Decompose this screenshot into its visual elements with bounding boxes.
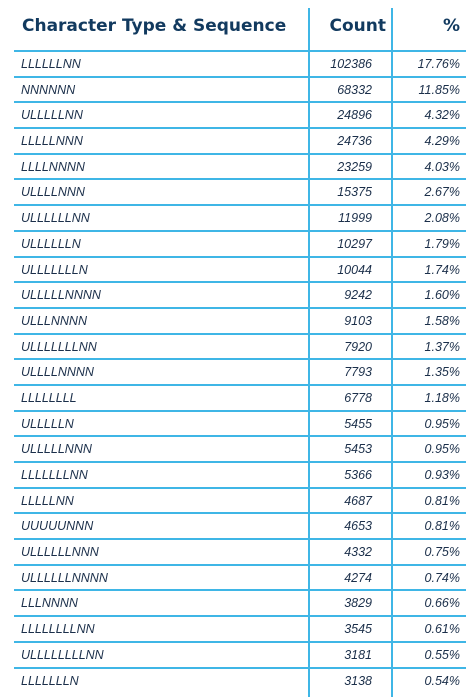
cell-count: 4332 bbox=[344, 545, 372, 560]
cell-percent: 11.85% bbox=[418, 82, 460, 97]
cell-count: 9242 bbox=[344, 288, 372, 303]
table-row bbox=[14, 204, 466, 230]
table-row bbox=[14, 101, 466, 127]
cell-percent: 0.93% bbox=[424, 468, 460, 482]
cell-percent: 0.95% bbox=[424, 416, 460, 431]
table-body bbox=[0, 50, 474, 692]
table-row bbox=[14, 641, 466, 667]
cell-sequence: ULLLLLLNNN bbox=[21, 545, 99, 560]
cell-sequence: LLLLLLLNN bbox=[21, 468, 88, 482]
cell-count: 5455 bbox=[344, 416, 372, 431]
cell-percent: 4.29% bbox=[424, 134, 460, 149]
table-row bbox=[14, 512, 466, 538]
table-row bbox=[14, 538, 466, 564]
table-row bbox=[14, 230, 466, 256]
cell-sequence: ULLLLLN bbox=[21, 416, 74, 431]
cell-count: 7793 bbox=[344, 365, 372, 380]
cell-percent: 1.74% bbox=[424, 262, 460, 277]
table-row bbox=[14, 50, 466, 76]
table-row bbox=[14, 358, 466, 384]
table-row bbox=[14, 435, 466, 461]
cell-percent: 1.37% bbox=[424, 339, 460, 354]
cell-percent: 1.79% bbox=[424, 236, 460, 251]
cell-count: 102386 bbox=[330, 57, 372, 71]
cell-sequence: ULLLLLLNNNN bbox=[21, 570, 108, 585]
cell-count: 7920 bbox=[344, 339, 372, 354]
cell-count: 4274 bbox=[344, 570, 372, 585]
cell-count: 11999 bbox=[338, 211, 372, 226]
cell-sequence: ULLLLLLNN bbox=[21, 211, 90, 226]
cell-count: 3545 bbox=[344, 622, 372, 637]
cell-percent: 0.74% bbox=[424, 570, 460, 585]
table-row bbox=[14, 615, 466, 641]
cell-count: 5366 bbox=[344, 468, 372, 482]
cell-count: 4687 bbox=[344, 493, 372, 508]
cell-percent: 2.67% bbox=[424, 185, 460, 200]
cell-percent: 2.08% bbox=[424, 211, 460, 226]
cell-percent: 0.81% bbox=[424, 519, 460, 534]
table-row bbox=[14, 667, 466, 693]
table-row bbox=[14, 333, 466, 359]
cell-sequence: LLLNNNN bbox=[21, 596, 78, 611]
cell-count: 3829 bbox=[344, 596, 372, 611]
cell-count: 23259 bbox=[337, 159, 372, 174]
cell-sequence: LLLLLNNN bbox=[21, 134, 83, 149]
cell-count: 9103 bbox=[344, 313, 372, 328]
cell-count: 68332 bbox=[337, 82, 372, 97]
cell-percent: 0.61% bbox=[424, 622, 460, 637]
cell-sequence: ULLLLLNN bbox=[21, 108, 83, 123]
cell-count: 24736 bbox=[337, 134, 372, 149]
table-row bbox=[14, 153, 466, 179]
table-row bbox=[14, 589, 466, 615]
cell-count: 15375 bbox=[337, 185, 372, 200]
table-row bbox=[14, 564, 466, 590]
table-row bbox=[14, 384, 466, 410]
cell-sequence: LLLLLLLL bbox=[21, 390, 77, 405]
cell-sequence: ULLLLLLLN bbox=[21, 262, 88, 277]
cell-percent: 17.76% bbox=[417, 57, 460, 71]
cell-sequence: LLLLLLNN bbox=[21, 57, 81, 71]
cell-sequence: ULLLLLLN bbox=[21, 236, 81, 251]
header-percent: % bbox=[442, 16, 460, 36]
cell-count: 6778 bbox=[344, 390, 372, 405]
table-header bbox=[0, 0, 474, 50]
cell-count: 3138 bbox=[344, 673, 372, 688]
cell-sequence: ULLLLLNNN bbox=[21, 442, 92, 457]
cell-percent: 0.75% bbox=[424, 545, 460, 560]
cell-count: 10044 bbox=[337, 262, 372, 277]
header-sequence: Character Type & Sequence bbox=[22, 16, 287, 36]
table-row bbox=[14, 410, 466, 436]
cell-percent: 1.35% bbox=[424, 365, 460, 380]
cell-sequence: NNNNNN bbox=[21, 82, 76, 97]
cell-percent: 4.03% bbox=[424, 159, 460, 174]
table-row bbox=[14, 307, 466, 333]
cell-sequence: UUUUUNNN bbox=[21, 519, 94, 534]
cell-percent: 0.54% bbox=[424, 673, 460, 688]
cell-percent: 0.81% bbox=[424, 493, 460, 508]
table-row bbox=[14, 178, 466, 204]
table-row bbox=[14, 487, 466, 513]
cell-sequence: ULLLLNNNN bbox=[21, 365, 94, 380]
cell-percent: 1.58% bbox=[424, 313, 460, 328]
cell-count: 10297 bbox=[337, 236, 372, 251]
header-count: Count bbox=[329, 16, 386, 36]
cell-count: 5453 bbox=[344, 442, 372, 457]
cell-sequence: LLLLLNN bbox=[21, 493, 74, 508]
table-row bbox=[14, 281, 466, 307]
table-row bbox=[14, 256, 466, 282]
cell-sequence: ULLLLLLLLNN bbox=[21, 647, 104, 662]
cell-percent: 4.32% bbox=[424, 108, 460, 123]
cell-sequence: ULLLLNNN bbox=[21, 185, 85, 200]
cell-sequence: ULLLLLLLNN bbox=[21, 339, 97, 354]
cell-sequence: ULLLLLNNNN bbox=[21, 288, 101, 303]
cell-count: 4653 bbox=[344, 519, 372, 534]
table-row bbox=[14, 461, 466, 487]
cell-count: 24896 bbox=[337, 108, 372, 123]
cell-sequence: ULLLNNNN bbox=[21, 313, 87, 328]
cell-percent: 0.95% bbox=[424, 442, 460, 457]
cell-percent: 1.18% bbox=[424, 390, 460, 405]
cell-percent: 1.60% bbox=[424, 288, 460, 303]
cell-sequence: LLLLLLLLNN bbox=[21, 622, 95, 637]
table-row bbox=[14, 76, 466, 102]
cell-count: 3181 bbox=[344, 647, 372, 662]
table-row bbox=[14, 127, 466, 153]
cell-percent: 0.66% bbox=[424, 596, 460, 611]
cell-sequence: LLLLNNNN bbox=[21, 159, 85, 174]
cell-sequence: LLLLLLLN bbox=[21, 673, 79, 688]
cell-percent: 0.55% bbox=[424, 647, 460, 662]
